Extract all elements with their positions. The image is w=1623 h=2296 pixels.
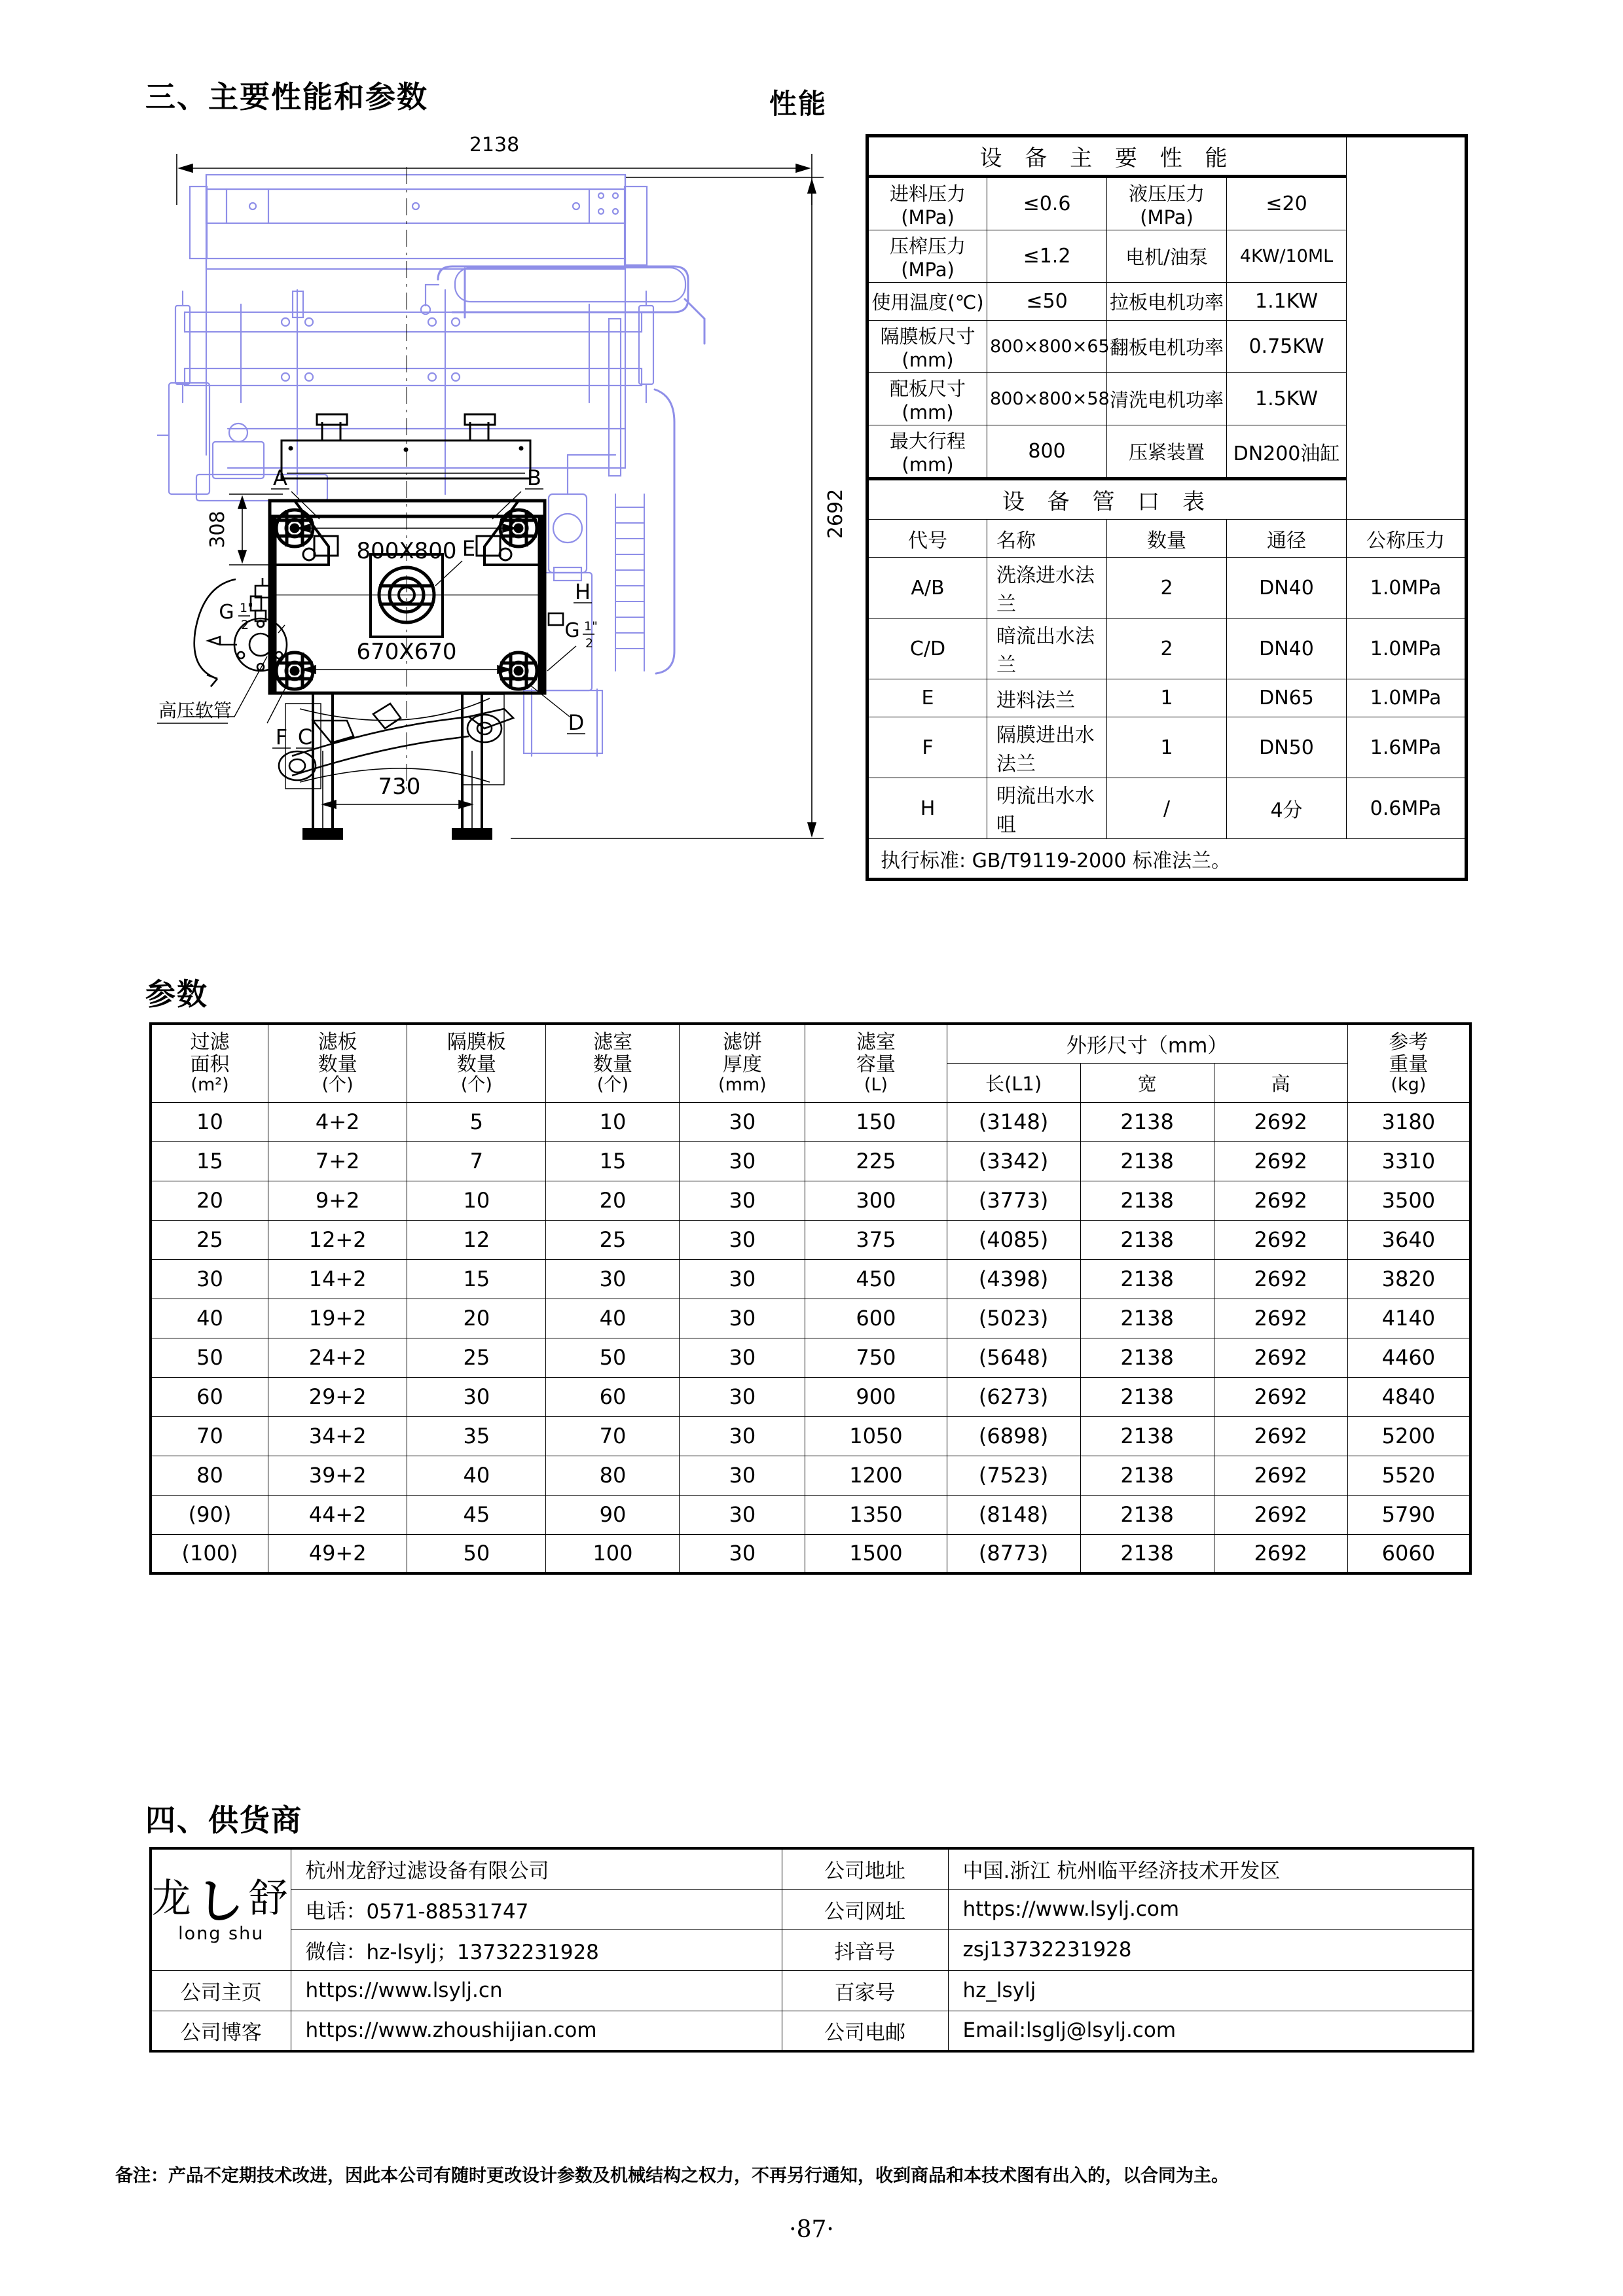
parameters-label: 参数 [145,977,208,1012]
label-blog: 公司博客 [151,2011,291,2051]
param-header-cell: 隔膜板 数量 (个) [407,1024,546,1102]
nozzle-row [867,778,1467,839]
param-chamber-count: 60 [546,1377,680,1416]
param-chamber-count: 80 [546,1456,680,1495]
perf-value-1: ≤50 [987,283,1107,321]
param-subheader-cell: 长(L1) [947,1063,1080,1102]
param-plate-count: 49+2 [268,1534,407,1573]
logo-pinyin: long shu [178,1924,264,1945]
param-plate-count: 12+2 [268,1220,407,1259]
param-length: (7523) [947,1456,1080,1495]
param-row [151,1338,1470,1377]
param-row [151,1181,1470,1220]
param-height: 2692 [1214,1495,1347,1534]
perf-key-1: 压榨压力(MPa) [867,230,987,283]
nozzle-th-code: 代号 [867,520,987,558]
param-length: (4398) [947,1259,1080,1299]
param-weight: 4840 [1347,1377,1470,1416]
param-length: (8148) [947,1495,1080,1534]
param-weight: 3640 [1347,1220,1470,1259]
param-header-cell: 滤室 容量 (L) [805,1024,947,1102]
param-plate-count: 9+2 [268,1181,407,1220]
param-row [151,1220,1470,1259]
port-e-label: E [462,536,476,561]
port-f-label: F [275,725,288,749]
param-weight: 3310 [1347,1141,1470,1181]
param-chamber-count: 70 [546,1416,680,1456]
label-company-address: 公司地址 [782,1848,948,1889]
param-weight: 3180 [1347,1102,1470,1141]
param-chamber-count: 100 [546,1534,680,1573]
param-length: (5648) [947,1338,1080,1377]
param-area: 30 [151,1259,268,1299]
svg-text:1": 1" [240,601,253,615]
nozzle-name: 进料法兰 [987,679,1107,717]
param-width: 2138 [1080,1456,1214,1495]
value-baijia: hz_lsylj [948,1970,1473,2011]
nozzle-code: A/B [867,558,987,619]
param-height: 2692 [1214,1220,1347,1259]
supplier-logo [151,1848,291,1970]
nozzle-th-dn: 通径 [1227,520,1347,558]
param-chamber-count: 25 [546,1220,680,1259]
param-membrane-count: 20 [407,1299,546,1338]
param-header-cell: 过滤 面积 (m²) [151,1024,268,1102]
perf-key-2: 清洗电机功率 [1107,373,1227,425]
label-baijia: 百家号 [782,1970,948,2011]
param-row [151,1495,1470,1534]
nozzle-header-row [867,520,1467,558]
param-chamber-volume: 600 [805,1299,947,1338]
perf-value-1: ≤0.6 [987,177,1107,230]
param-width: 2138 [1080,1259,1214,1299]
svg-text:1": 1" [584,619,598,634]
section-3-heading: 三、主要性能和参数 [145,79,428,115]
footer-note: 备注：产品不定期技术改进，因此本公司有随时更改设计参数及机械结构之权力，不再另行通知，收到商品和本技术图有出入的，以合同为主。 [115,2166,1229,2186]
dim-width-label: 2138 [469,134,520,156]
param-chamber-count: 50 [546,1338,680,1377]
nozzle-qty: 1 [1107,717,1227,778]
label-douyin: 抖音号 [782,1929,948,1970]
param-cake-thickness: 30 [680,1377,805,1416]
param-membrane-count: 45 [407,1495,546,1534]
nozzle-pn: 1.0MPa [1347,619,1467,679]
param-height: 2692 [1214,1141,1347,1181]
param-membrane-count: 25 [407,1338,546,1377]
nozzle-dn: DN40 [1227,619,1347,679]
param-width: 2138 [1080,1141,1214,1181]
perf-key-1: 配板尺寸(mm) [867,373,987,425]
nozzle-name: 暗流出水法兰 [987,619,1107,679]
param-width: 2138 [1080,1181,1214,1220]
nozzle-th-name: 名称 [987,520,1107,558]
param-weight: 4140 [1347,1299,1470,1338]
param-height: 2692 [1214,1456,1347,1495]
param-chamber-volume: 450 [805,1259,947,1299]
chamber-size-label: 670X670 [356,639,457,665]
param-membrane-count: 10 [407,1181,546,1220]
param-membrane-count: 7 [407,1141,546,1181]
param-chamber-count: 10 [546,1102,680,1141]
perf-key-1: 进料压力(MPa) [867,177,987,230]
param-area: 70 [151,1416,268,1456]
thread-g-right-label: G [564,619,580,642]
perf-row [867,283,1467,321]
param-chamber-volume: 225 [805,1141,947,1181]
perf-value-1: 800 [987,425,1107,479]
param-weight: 5790 [1347,1495,1470,1534]
param-area: 60 [151,1377,268,1416]
page-number: ·87· [789,2216,834,2243]
param-area: 80 [151,1456,268,1495]
param-header-weight: 参考 重量 (kg) [1347,1024,1470,1102]
param-plate-count: 7+2 [268,1141,407,1181]
param-row [151,1377,1470,1416]
param-area: 40 [151,1299,268,1338]
port-b-label: B [527,465,541,490]
standard-note: 执行标准: GB/T9119-2000 标准法兰。 [867,839,1467,880]
param-chamber-volume: 750 [805,1338,947,1377]
nozzle-th-pn: 公称压力 [1347,520,1467,558]
perf-key-2: 压紧装置 [1107,425,1227,479]
param-width: 2138 [1080,1299,1214,1338]
nozzle-dn: DN40 [1227,558,1347,619]
nozzle-pn: 1.0MPa [1347,679,1467,717]
perf-key-2: 翻板电机功率 [1107,321,1227,373]
logo-char-shu: 舒 [248,1876,291,1922]
param-width: 2138 [1080,1102,1214,1141]
nozzle-pn: 0.6MPa [1347,778,1467,839]
perf-key-1: 最大行程(mm) [867,425,987,479]
nozzle-pn: 1.6MPa [1347,717,1467,778]
param-width: 2138 [1080,1338,1214,1377]
param-membrane-count: 30 [407,1377,546,1416]
dim-730-label: 730 [378,774,421,800]
nozzle-code: E [867,679,987,717]
supplier-table [149,1847,1474,2053]
param-weight: 3500 [1347,1181,1470,1220]
value-douyin: zsj13732231928 [948,1929,1473,1970]
logo-swash: し [196,1873,246,1929]
param-membrane-count: 15 [407,1259,546,1299]
perf-row [867,425,1467,479]
param-width: 2138 [1080,1377,1214,1416]
svg-text:2: 2 [585,636,594,651]
param-cake-thickness: 30 [680,1299,805,1338]
param-row [151,1456,1470,1495]
param-length: (6898) [947,1416,1080,1456]
param-membrane-count: 12 [407,1220,546,1259]
param-chamber-volume: 1050 [805,1416,947,1456]
param-group-header: 外形尺寸（mm） [947,1024,1347,1063]
param-width: 2138 [1080,1534,1214,1573]
value-email[interactable]: Email:lsglj@lsylj.com [948,2011,1473,2051]
param-chamber-volume: 1350 [805,1495,947,1534]
param-row [151,1299,1470,1338]
param-length: (5023) [947,1299,1080,1338]
param-plate-count: 39+2 [268,1456,407,1495]
plate-size-label: 800X800 [356,538,457,564]
parameters-table [149,1022,1472,1575]
param-height: 2692 [1214,1181,1347,1220]
param-chamber-count: 30 [546,1259,680,1299]
param-header-row [151,1024,1470,1063]
param-membrane-count: 35 [407,1416,546,1456]
param-cake-thickness: 30 [680,1495,805,1534]
nozzle-table-title: 设 备 管 口 表 [867,479,1347,520]
param-weight: 5520 [1347,1456,1470,1495]
param-cake-thickness: 30 [680,1534,805,1573]
nozzle-th-qty: 数量 [1107,520,1227,558]
param-height: 2692 [1214,1259,1347,1299]
param-membrane-count: 40 [407,1456,546,1495]
param-membrane-count: 5 [407,1102,546,1141]
port-c-label: C [297,725,313,749]
perf-value-2: ≤20 [1227,177,1347,230]
perf-value-2: 1.1KW [1227,283,1347,321]
param-plate-count: 34+2 [268,1416,407,1456]
value-company-address: 中国.浙江 杭州临平经济技术开发区 [948,1848,1473,1889]
perf-row [867,230,1467,283]
param-plate-count: 29+2 [268,1377,407,1416]
param-weight: 4460 [1347,1338,1470,1377]
param-chamber-count: 15 [546,1141,680,1181]
param-row [151,1102,1470,1141]
param-chamber-volume: 150 [805,1102,947,1141]
nozzle-dn: DN50 [1227,717,1347,778]
section-4-heading: 四、供货商 [145,1803,302,1838]
param-cake-thickness: 30 [680,1338,805,1377]
param-cake-thickness: 30 [680,1220,805,1259]
perf-value-1: 800×800×65 [987,321,1107,373]
param-row [151,1416,1470,1456]
param-area: 15 [151,1141,268,1181]
param-area: 50 [151,1338,268,1377]
param-height: 2692 [1214,1102,1347,1141]
param-header-cell: 滤板 数量 (个) [268,1024,407,1102]
thread-g-left-label: G [219,601,234,624]
param-chamber-count: 90 [546,1495,680,1534]
param-cake-thickness: 30 [680,1181,805,1220]
nozzle-name: 洗涤进水法兰 [987,558,1107,619]
param-area: 10 [151,1102,268,1141]
equipment-performance-table [866,134,1468,881]
nozzle-pn: 1.0MPa [1347,558,1467,619]
dim-308-label: 308 [206,511,229,548]
nozzle-qty: / [1107,778,1227,839]
param-cake-thickness: 30 [680,1456,805,1495]
perf-value-2: 1.5KW [1227,373,1347,425]
machine-technical-drawing [157,128,848,900]
param-header-cell: 滤室 数量 (个) [546,1024,680,1102]
param-area: 25 [151,1220,268,1259]
param-plate-count: 44+2 [268,1495,407,1534]
value-company-website[interactable]: https://www.lsylj.com [948,1889,1473,1929]
param-length: (3148) [947,1102,1080,1141]
perf-table-title: 设 备 主 要 性 能 [867,136,1347,177]
perf-key-2: 电机/油泵 [1107,230,1227,283]
label-company-website: 公司网址 [782,1889,948,1929]
company-name: 杭州龙舒过滤设备有限公司 [291,1848,782,1889]
perf-value-1: ≤1.2 [987,230,1107,283]
param-width: 2138 [1080,1495,1214,1534]
port-a-label: A [273,465,287,490]
nozzle-qty: 2 [1107,619,1227,679]
perf-key-1: 隔膜板尺寸(mm) [867,321,987,373]
param-width: 2138 [1080,1416,1214,1456]
nozzle-row [867,717,1467,778]
param-plate-count: 4+2 [268,1102,407,1141]
param-chamber-count: 40 [546,1299,680,1338]
param-height: 2692 [1214,1299,1347,1338]
nozzle-dn: 4分 [1227,778,1347,839]
param-area: (100) [151,1534,268,1573]
perf-row [867,177,1467,230]
param-cake-thickness: 30 [680,1141,805,1181]
perf-key-1: 使用温度(℃) [867,283,987,321]
param-cake-thickness: 30 [680,1416,805,1456]
svg-text:2: 2 [241,618,249,632]
perf-value-2: 0.75KW [1227,321,1347,373]
param-weight: 3820 [1347,1259,1470,1299]
label-homepage: 公司主页 [151,1970,291,2011]
param-height: 2692 [1214,1338,1347,1377]
nozzle-dn: DN65 [1227,679,1347,717]
nozzle-code: F [867,717,987,778]
logo-char-long: 龙 [151,1876,194,1922]
perf-key-2: 液压压力(MPa) [1107,177,1227,230]
param-chamber-volume: 300 [805,1181,947,1220]
param-weight: 5200 [1347,1416,1470,1456]
param-chamber-volume: 1500 [805,1534,947,1573]
param-cake-thickness: 30 [680,1102,805,1141]
param-membrane-count: 50 [407,1534,546,1573]
perf-row [867,321,1467,373]
param-subheader-cell: 宽 [1080,1063,1214,1102]
value-homepage[interactable]: https://www.lsylj.cn [291,1970,782,2011]
param-height: 2692 [1214,1534,1347,1573]
param-width: 2138 [1080,1220,1214,1259]
param-plate-count: 14+2 [268,1259,407,1299]
param-height: 2692 [1214,1416,1347,1456]
nozzle-code: C/D [867,619,987,679]
company-phone: 电话：0571-88531747 [291,1889,782,1929]
param-chamber-count: 20 [546,1181,680,1220]
param-row [151,1259,1470,1299]
param-plate-count: 19+2 [268,1299,407,1338]
perf-value-1: 800×800×58 [987,373,1107,425]
performance-label: 性能 [769,88,828,120]
param-chamber-volume: 375 [805,1220,947,1259]
nozzle-row [867,619,1467,679]
port-h-label: H [574,579,591,604]
value-blog[interactable]: https://www.zhoushijian.com [291,2011,782,2051]
param-height: 2692 [1214,1377,1347,1416]
dim-height-label: 2692 [824,488,847,539]
param-header-cell: 滤饼 厚度 (mm) [680,1024,805,1102]
perf-key-2: 拉板电机功率 [1107,283,1227,321]
param-row [151,1534,1470,1573]
perf-value-2: 4KW/10ML [1227,230,1347,283]
param-cake-thickness: 30 [680,1259,805,1299]
param-subheader-cell: 高 [1214,1063,1347,1102]
nozzle-name: 隔膜进出水法兰 [987,717,1107,778]
perf-value-2: DN200油缸 [1227,425,1347,479]
param-length: (3342) [947,1141,1080,1181]
param-chamber-volume: 1200 [805,1456,947,1495]
port-d-label: D [568,710,585,735]
nozzle-qty: 1 [1107,679,1227,717]
nozzle-row [867,679,1467,717]
param-area: (90) [151,1495,268,1534]
company-wechat: 微信：hz-lsylj；13732231928 [291,1929,782,1970]
param-plate-count: 24+2 [268,1338,407,1377]
perf-row [867,373,1467,425]
high-pressure-hose-label: 高压软管 [158,700,232,721]
param-length: (6273) [947,1377,1080,1416]
param-area: 20 [151,1181,268,1220]
param-length: (8773) [947,1534,1080,1573]
param-row [151,1141,1470,1181]
param-length: (4085) [947,1220,1080,1259]
nozzle-row [867,558,1467,619]
nozzle-code: H [867,778,987,839]
nozzle-name: 明流出水水咀 [987,778,1107,839]
label-email: 公司电邮 [782,2011,948,2051]
param-chamber-volume: 900 [805,1377,947,1416]
param-length: (3773) [947,1181,1080,1220]
param-weight: 6060 [1347,1534,1470,1573]
nozzle-qty: 2 [1107,558,1227,619]
